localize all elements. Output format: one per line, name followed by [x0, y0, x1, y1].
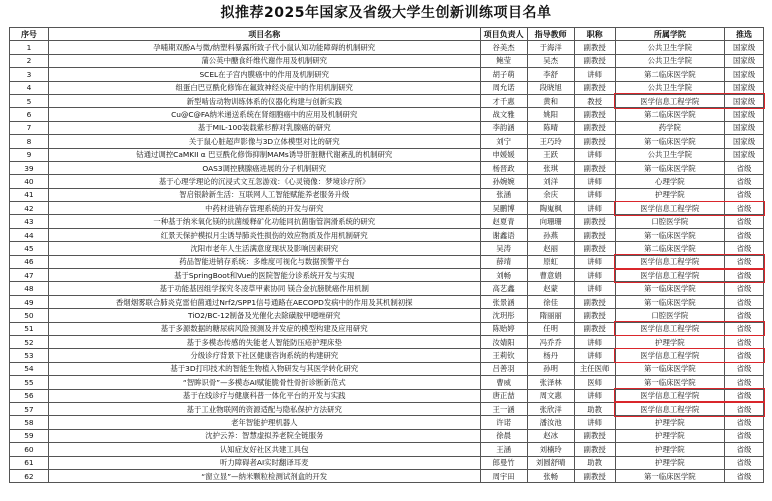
- project-name-cell: SCEL在子宫内膜癌中的作用及机制研究: [48, 68, 480, 81]
- project-leader-cell: 胡子萌: [480, 68, 527, 81]
- project-leader-cell: 刘畅: [480, 269, 527, 282]
- recommend-level-cell: 国家级: [725, 81, 764, 94]
- recommend-level-cell: 省级: [725, 202, 764, 215]
- advisor-cell: 陈晴: [527, 121, 574, 134]
- advisor-cell: 赵蒙: [527, 282, 574, 295]
- project-name-cell: OAS3调控胰腺癌进展的分子机制研究: [48, 161, 480, 174]
- project-name-cell: 关于鼠心脏超声影像与3D立体模型对比的研究: [48, 135, 480, 148]
- advisor-cell: 李舒: [527, 68, 574, 81]
- table-row: [10, 255, 764, 268]
- project-leader-cell: 周宇田: [480, 469, 527, 482]
- project-name-cell: 中药材进销存管理系统的开发与研究: [48, 202, 480, 215]
- project-name-cell: 蒲公英中醣食纤维代谢作用及机制研究: [48, 54, 480, 67]
- project-name-cell: 基于多源数据的糖尿病风险预测及并发症的模型构建及应用研究: [48, 322, 480, 335]
- project-leader-cell: 申媛媛: [480, 148, 527, 161]
- row-number-cell: 50: [10, 309, 49, 322]
- table-row: [10, 309, 764, 322]
- table-row: [10, 282, 764, 295]
- row-number-cell: 41: [10, 188, 49, 201]
- project-leader-cell: 张景涵: [480, 295, 527, 308]
- project-name-cell: “智眸识骨”—多模态AI赋能脆骨性骨折诊断新范式: [48, 376, 480, 389]
- advisor-title-cell: 医师: [574, 376, 615, 389]
- row-number-cell: 44: [10, 228, 49, 241]
- advisor-cell: 段晓旭: [527, 81, 574, 94]
- advisor-title-cell: 副教授: [574, 161, 615, 174]
- project-name-cell: 孕哺期双酚A与微/纳塑料暴露所致子代小鼠认知功能障碍的机制研究: [48, 41, 480, 54]
- project-name-cell: 听力障碍者AI实时翻译耳麦: [48, 456, 480, 469]
- header-title: 职称: [574, 28, 615, 41]
- table-row: [10, 175, 764, 188]
- advisor-cell: 刘圆舒晴: [527, 456, 574, 469]
- advisor-cell: 向珊珊: [527, 215, 574, 228]
- project-leader-cell: 王涵: [480, 443, 527, 456]
- row-number-cell: 61: [10, 456, 49, 469]
- recommend-level-cell: 省级: [725, 255, 764, 268]
- recommend-level-cell: 省级: [725, 215, 764, 228]
- project-leader-cell: 孙婉婉: [480, 175, 527, 188]
- college-cell: 医学信息工程学院: [615, 94, 724, 107]
- row-number-cell: 2: [10, 54, 49, 67]
- table-row: [10, 402, 764, 415]
- college-cell: 第一临床医学院: [615, 295, 724, 308]
- recommend-level-cell: 省级: [725, 469, 764, 482]
- table-row: [10, 135, 764, 148]
- advisor-title-cell: 讲师: [574, 255, 615, 268]
- table-row: [10, 41, 764, 54]
- recommend-level-cell: 国家级: [725, 94, 764, 107]
- advisor-title-cell: 主任医师: [574, 362, 615, 375]
- table-row: [10, 188, 764, 201]
- table-row: [10, 161, 764, 174]
- advisor-title-cell: 副教授: [574, 322, 615, 335]
- project-leader-cell: 谷美杰: [480, 41, 527, 54]
- advisor-cell: 王跃: [527, 148, 574, 161]
- header-no: 序号: [10, 28, 49, 41]
- project-leader-cell: 才千惠: [480, 94, 527, 107]
- advisor-title-cell: 副教授: [574, 295, 615, 308]
- advisor-title-cell: 副教授: [574, 429, 615, 442]
- table-body: [10, 41, 764, 483]
- advisor-cell: 冯乔乔: [527, 335, 574, 348]
- project-name-cell: 基于工业物联网的资源适配与隐私保护方法研究: [48, 402, 480, 415]
- college-cell: 第一临床医学院: [615, 135, 724, 148]
- recommend-level-cell: 国家级: [725, 121, 764, 134]
- advisor-title-cell: 副教授: [574, 242, 615, 255]
- row-number-cell: 46: [10, 255, 49, 268]
- advisor-cell: 张泽林: [527, 376, 574, 389]
- project-name-cell: 新型啮齿动物训练体系的仪器化构建与创新实践: [48, 94, 480, 107]
- advisor-title-cell: 讲师: [574, 68, 615, 81]
- project-name-cell: TiO2/BC-12制备及光催化去除磺胺甲噁唑研究: [48, 309, 480, 322]
- project-leader-cell: 吴鹏博: [480, 202, 527, 215]
- table-row: [10, 94, 764, 107]
- advisor-cell: 杨丹: [527, 349, 574, 362]
- table-row: [10, 121, 764, 134]
- table-row: [10, 148, 764, 161]
- advisor-cell: 黄和: [527, 94, 574, 107]
- advisor-cell: 张畅: [527, 469, 574, 482]
- college-cell: 口腔医学院: [615, 215, 724, 228]
- project-name-cell: 基于多模态传感的失能老人智能防压疮护理床垫: [48, 335, 480, 348]
- advisor-title-cell: 讲师: [574, 269, 615, 282]
- table-row: [10, 456, 764, 469]
- college-cell: 口腔医学院: [615, 309, 724, 322]
- recommend-level-cell: 省级: [725, 362, 764, 375]
- college-cell: 公共卫生学院: [615, 41, 724, 54]
- project-leader-cell: 高艺鑫: [480, 282, 527, 295]
- college-cell: 第一临床医学院: [615, 282, 724, 295]
- project-leader-cell: 谢鑫语: [480, 228, 527, 241]
- table-row: [10, 202, 764, 215]
- advisor-title-cell: 讲师: [574, 416, 615, 429]
- table-row: [10, 349, 764, 362]
- college-cell: 护理学院: [615, 335, 724, 348]
- recommend-level-cell: 省级: [725, 389, 764, 402]
- table-row: [10, 215, 764, 228]
- college-cell: 护理学院: [615, 416, 724, 429]
- advisor-cell: 姚阳: [527, 108, 574, 121]
- advisor-cell: 徐佳: [527, 295, 574, 308]
- college-cell: 医学信息工程学院: [615, 269, 724, 282]
- college-cell: 第一临床医学院: [615, 228, 724, 241]
- header-advisor: 指导教师: [527, 28, 574, 41]
- recommend-level-cell: 省级: [725, 242, 764, 255]
- header-level: 推选: [725, 28, 764, 41]
- row-number-cell: 42: [10, 202, 49, 215]
- project-leader-cell: 李韵涵: [480, 121, 527, 134]
- project-name-cell: 基于在线诊疗与健康科普一体化平台的开发与实践: [48, 389, 480, 402]
- project-name-cell: 基于SpringBoot和Vue的医院智能分诊系统开发与实现: [48, 269, 480, 282]
- recommend-level-cell: 省级: [725, 295, 764, 308]
- project-name-cell: 药品智能进销存系统：多维度可视化与数据预警平台: [48, 255, 480, 268]
- advisor-title-cell: 讲师: [574, 349, 615, 362]
- document-title: 拟推荐2025年国家及省级大学生创新训练项目名单: [220, 5, 552, 21]
- advisor-title-cell: 讲师: [574, 188, 615, 201]
- table-row: [10, 242, 764, 255]
- row-number-cell: 49: [10, 295, 49, 308]
- project-leader-cell: 汝婧阳: [480, 335, 527, 348]
- project-name-cell: 沈阳市老年人生活满意度现状及影响因素研究: [48, 242, 480, 255]
- project-leader-cell: 赵夏青: [480, 215, 527, 228]
- recommend-level-cell: 国家级: [725, 148, 764, 161]
- advisor-cell: 隋丽丽: [527, 309, 574, 322]
- table-header-row: [10, 28, 764, 41]
- advisor-title-cell: 副教授: [574, 228, 615, 241]
- project-leader-cell: 吕善羽: [480, 362, 527, 375]
- project-leader-cell: 许诺: [480, 416, 527, 429]
- table-row: [10, 469, 764, 482]
- advisor-title-cell: 讲师: [574, 335, 615, 348]
- advisor-title-cell: 副教授: [574, 41, 615, 54]
- advisor-title-cell: 副教授: [574, 81, 615, 94]
- college-cell: 医学信息工程学院: [615, 202, 724, 215]
- row-number-cell: 5: [10, 94, 49, 107]
- row-number-cell: 7: [10, 121, 49, 134]
- advisor-cell: 赵冰: [527, 429, 574, 442]
- advisor-cell: 周文惠: [527, 389, 574, 402]
- college-cell: 医学信息工程学院: [615, 389, 724, 402]
- project-table: [9, 27, 764, 483]
- advisor-cell: 张欣洋: [527, 402, 574, 415]
- advisor-title-cell: 讲师: [574, 148, 615, 161]
- row-number-cell: 39: [10, 161, 49, 174]
- college-cell: 护理学院: [615, 443, 724, 456]
- recommend-level-cell: 省级: [725, 269, 764, 282]
- recommend-level-cell: 省级: [725, 228, 764, 241]
- recommend-level-cell: 省级: [725, 309, 764, 322]
- college-cell: 药学院: [615, 121, 724, 134]
- row-number-cell: 40: [10, 175, 49, 188]
- header-college: 所属学院: [615, 28, 724, 41]
- college-cell: 医学信息工程学院: [615, 402, 724, 415]
- college-cell: 第一临床医学院: [615, 376, 724, 389]
- row-number-cell: 60: [10, 443, 49, 456]
- table-row: [10, 416, 764, 429]
- recommend-level-cell: 国家级: [725, 54, 764, 67]
- table-row: [10, 269, 764, 282]
- advisor-cell: 任明: [527, 322, 574, 335]
- row-number-cell: 51: [10, 322, 49, 335]
- project-leader-cell: 张涵: [480, 188, 527, 201]
- recommend-level-cell: 国家级: [725, 68, 764, 81]
- advisor-title-cell: 讲师: [574, 202, 615, 215]
- table-row: [10, 443, 764, 456]
- recommend-level-cell: 省级: [725, 335, 764, 348]
- advisor-cell: 孙燕: [527, 228, 574, 241]
- advisor-cell: 孙明: [527, 362, 574, 375]
- college-cell: 医学信息工程学院: [615, 349, 724, 362]
- project-name-cell: 基于3D打印技术的智能生物植入物研发与其医学转化研究: [48, 362, 480, 375]
- advisor-cell: 吴杰: [527, 54, 574, 67]
- advisor-title-cell: 讲师: [574, 175, 615, 188]
- project-name-cell: 沈护云养：智慧虚拟养老院全链服务: [48, 429, 480, 442]
- advisor-cell: 余庆: [527, 188, 574, 201]
- project-leader-cell: 曹威: [480, 376, 527, 389]
- advisor-title-cell: 副教授: [574, 443, 615, 456]
- college-cell: 第二临床医学院: [615, 242, 724, 255]
- row-number-cell: 43: [10, 215, 49, 228]
- recommend-level-cell: 省级: [725, 282, 764, 295]
- project-name-cell: 分级诊疗背景下社区健康咨询系统的构建研究: [48, 349, 480, 362]
- project-name-cell: 红景天保护模拟月尘诱导肺炎性损伤的效应物质及作用机制研究: [48, 228, 480, 241]
- project-name-cell: 老年智能护理机器人: [48, 416, 480, 429]
- table-row: [10, 362, 764, 375]
- college-cell: 护理学院: [615, 188, 724, 201]
- project-name-cell: 基于功能基因组学探究冬凌草甲素协同 镁合金抗膀胱癌作用机制: [48, 282, 480, 295]
- project-leader-cell: 徐晨: [480, 429, 527, 442]
- row-number-cell: 48: [10, 282, 49, 295]
- advisor-cell: 原虹: [527, 255, 574, 268]
- table-row: [10, 108, 764, 121]
- project-leader-cell: 刘宁: [480, 135, 527, 148]
- recommend-level-cell: 省级: [725, 402, 764, 415]
- advisor-title-cell: 教授: [574, 94, 615, 107]
- college-cell: 第二临床医学院: [615, 68, 724, 81]
- project-name-cell: 香烟烟雾联合肺炎克雷伯菌通过Nrf2/SPP1信号通路在AECOPD发病中的作用及其机制初探: [48, 295, 480, 308]
- table-row: [10, 376, 764, 389]
- table-row: [10, 54, 764, 67]
- recommend-level-cell: 省级: [725, 161, 764, 174]
- row-number-cell: 53: [10, 349, 49, 362]
- advisor-title-cell: 助教: [574, 456, 615, 469]
- row-number-cell: 55: [10, 376, 49, 389]
- project-leader-cell: 杨晋政: [480, 161, 527, 174]
- college-cell: 第一临床医学院: [615, 362, 724, 375]
- recommend-level-cell: 国家级: [725, 108, 764, 121]
- table-row: [10, 295, 764, 308]
- college-cell: 护理学院: [615, 429, 724, 442]
- table-row: [10, 228, 764, 241]
- row-number-cell: 54: [10, 362, 49, 375]
- advisor-cell: 刘楠玲: [527, 443, 574, 456]
- advisor-title-cell: 副教授: [574, 121, 615, 134]
- advisor-cell: 赵丽: [527, 242, 574, 255]
- advisor-title-cell: 副教授: [574, 54, 615, 67]
- project-name-cell: 智启银龄新生活：互联网人工智能赋能养老服务升级: [48, 188, 480, 201]
- college-cell: 心理学院: [615, 175, 724, 188]
- project-leader-cell: 王一涵: [480, 402, 527, 415]
- advisor-cell: 曹意娟: [527, 269, 574, 282]
- table-row: [10, 322, 764, 335]
- project-name-cell: 基于MIL-100装载紫杉醇对乳腺癌的研究: [48, 121, 480, 134]
- project-leader-cell: 王莉钦: [480, 349, 527, 362]
- table-row: [10, 389, 764, 402]
- advisor-title-cell: 助教: [574, 402, 615, 415]
- row-number-cell: 3: [10, 68, 49, 81]
- project-leader-cell: 薛靖: [480, 255, 527, 268]
- college-cell: 护理学院: [615, 456, 724, 469]
- advisor-title-cell: 副教授: [574, 309, 615, 322]
- project-name-cell: 基于心理学理论的沉浸式文互忽游戏：《心灵镜像：梦境诊疗所》: [48, 175, 480, 188]
- college-cell: 公共卫生学院: [615, 148, 724, 161]
- row-number-cell: 47: [10, 269, 49, 282]
- project-leader-cell: 唐正喆: [480, 389, 527, 402]
- project-name-cell: 认知症友好社区共建工具包: [48, 443, 480, 456]
- project-leader-cell: 郎曼竹: [480, 456, 527, 469]
- recommend-level-cell: 省级: [725, 188, 764, 201]
- advisor-title-cell: 讲师: [574, 282, 615, 295]
- college-cell: 公共卫生学院: [615, 54, 724, 67]
- college-cell: 第二临床医学院: [615, 108, 724, 121]
- row-number-cell: 9: [10, 148, 49, 161]
- row-number-cell: 1: [10, 41, 49, 54]
- college-cell: 第一临床医学院: [615, 469, 724, 482]
- college-cell: 医学信息工程学院: [615, 322, 724, 335]
- recommend-level-cell: 国家级: [725, 41, 764, 54]
- project-name-cell: 一种基于纳米氧化镁的抗菌缓释矿化功能同抗菌脂管润滑系统的研究: [48, 215, 480, 228]
- row-number-cell: 6: [10, 108, 49, 121]
- advisor-cell: 王巧玲: [527, 135, 574, 148]
- project-leader-cell: 陈贻婷: [480, 322, 527, 335]
- project-leader-cell: 鲍莹: [480, 54, 527, 67]
- advisor-cell: 于海洋: [527, 41, 574, 54]
- project-name-cell: Cu@C@FA纳米递送系统在肾细胞癌中的应用及机制研究: [48, 108, 480, 121]
- college-cell: 医学信息工程学院: [615, 255, 724, 268]
- college-cell: 公共卫生学院: [615, 81, 724, 94]
- recommend-level-cell: 省级: [725, 416, 764, 429]
- row-number-cell: 8: [10, 135, 49, 148]
- recommend-level-cell: 省级: [725, 349, 764, 362]
- advisor-cell: 张琪: [527, 161, 574, 174]
- project-name-cell: “窗立显”—纳米颗粒检测试剂盒的开发: [48, 469, 480, 482]
- recommend-level-cell: 省级: [725, 456, 764, 469]
- project-name-cell: 钴通过调控CaMKII α 巴豆酰化修饰抑制MAMs诱导肝脏糖代谢紊乱的机制研究: [48, 148, 480, 161]
- table-row: [10, 68, 764, 81]
- advisor-cell: 刘洋: [527, 175, 574, 188]
- recommend-level-cell: 省级: [725, 376, 764, 389]
- advisor-cell: 陶嵬枫: [527, 202, 574, 215]
- recommend-level-cell: 省级: [725, 322, 764, 335]
- advisor-cell: 潘汝池: [527, 416, 574, 429]
- recommend-level-cell: 省级: [725, 175, 764, 188]
- row-number-cell: 58: [10, 416, 49, 429]
- project-leader-cell: 战文雅: [480, 108, 527, 121]
- project-name-cell: 组蛋白巴豆酰化修饰在氟致神经炎症中的作用机制研究: [48, 81, 480, 94]
- advisor-title-cell: 副教授: [574, 215, 615, 228]
- table-row: [10, 335, 764, 348]
- advisor-title-cell: 副教授: [574, 108, 615, 121]
- header-leader: 项目负责人: [480, 28, 527, 41]
- college-cell: 第一临床医学院: [615, 161, 724, 174]
- row-number-cell: 59: [10, 429, 49, 442]
- recommend-level-cell: 省级: [725, 443, 764, 456]
- header-project-name: 项目名称: [48, 28, 480, 41]
- row-number-cell: 4: [10, 81, 49, 94]
- row-number-cell: 57: [10, 402, 49, 415]
- project-leader-cell: 沈玥彤: [480, 309, 527, 322]
- row-number-cell: 45: [10, 242, 49, 255]
- advisor-title-cell: 副教授: [574, 469, 615, 482]
- advisor-title-cell: 讲师: [574, 389, 615, 402]
- recommend-level-cell: 国家级: [725, 135, 764, 148]
- row-number-cell: 62: [10, 469, 49, 482]
- table-row: [10, 429, 764, 442]
- project-leader-cell: 周允诺: [480, 81, 527, 94]
- row-number-cell: 52: [10, 335, 49, 348]
- table-row: [10, 81, 764, 94]
- advisor-title-cell: 副教授: [574, 135, 615, 148]
- project-leader-cell: 吴涛: [480, 242, 527, 255]
- row-number-cell: 56: [10, 389, 49, 402]
- recommend-level-cell: 省级: [725, 429, 764, 442]
